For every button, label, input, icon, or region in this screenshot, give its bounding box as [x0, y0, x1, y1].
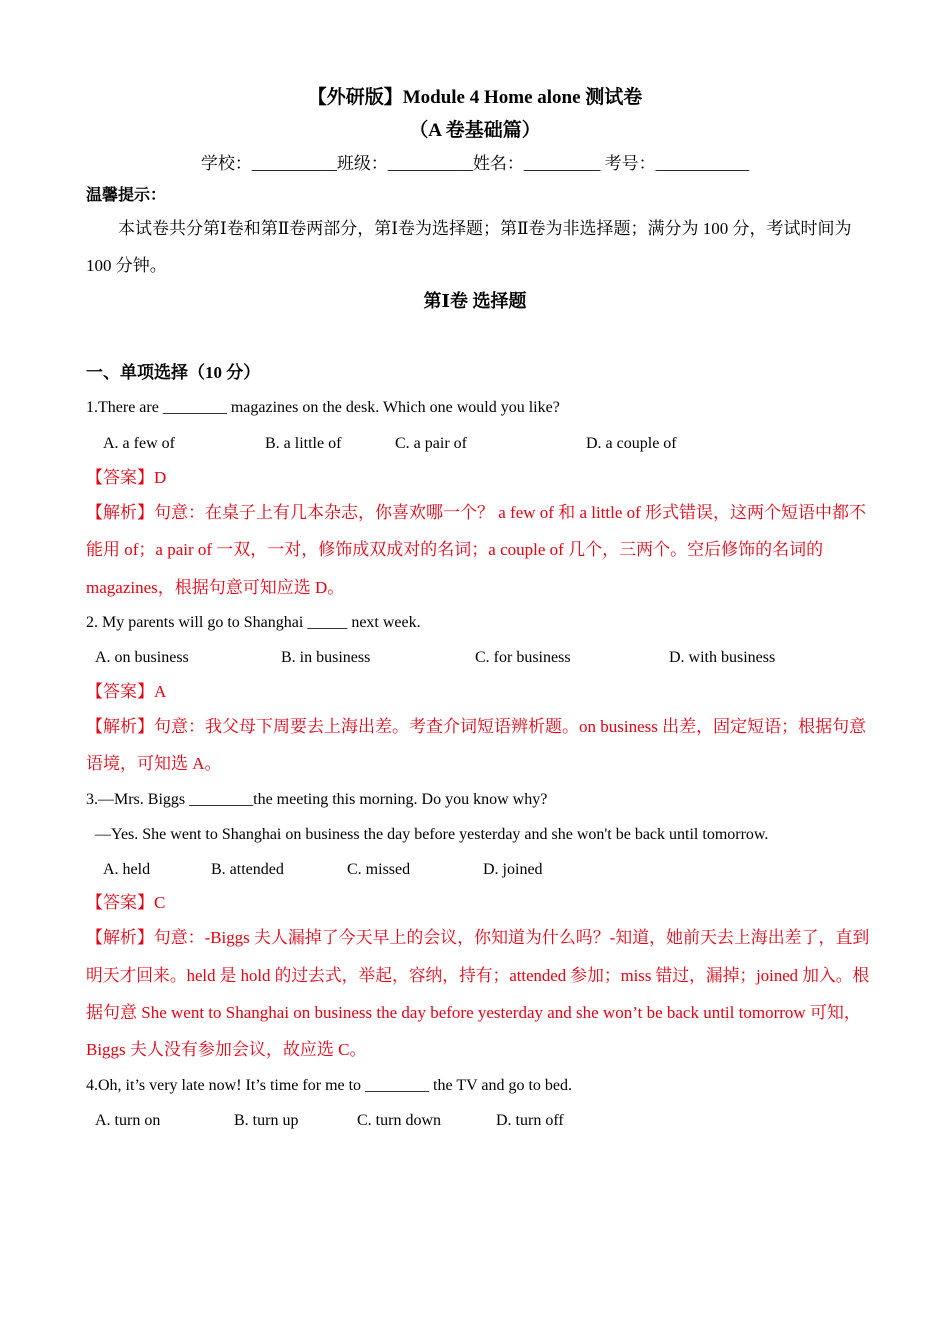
question-1-analysis-line1: 【解析】句意：在桌子上有几本杂志，你喜欢哪一个？ a few of 和 a little of 形式错误，这两个短语中都不 [86, 503, 867, 522]
question-3-analysis-line1: 【解析】句意：-Biggs 夫人漏掉了今天早上的会议，你知道为什么吗？-知道，她前天去上海出差了，直到 [86, 928, 870, 947]
question-4-option-d: D. turn off [496, 1112, 564, 1129]
question-1-analysis-line2: 能用 of；a pair of 一双，一对，修饰成双成对的名词；a couple of 几个，三两个。空后修饰的名词的 [86, 540, 824, 559]
question-1-option-b: B. a little of [265, 435, 342, 452]
question-4-option-a: A. turn on [95, 1112, 161, 1129]
question-1-stem: 1.There are ________ magazines on the desk. Which one would you like? [86, 399, 560, 416]
question-3-stem: 3.—Mrs. Biggs ________the meeting this morning. Do you know why? [86, 791, 548, 808]
question-3-analysis-line2: 明天才回来。held 是 hold 的过去式，举起，容纳，持有；attended 参加；miss 错过，漏掉；joined 加入。根 [86, 966, 870, 985]
question-1-option-c: C. a pair of [395, 435, 467, 452]
question-2-stem: 2. My parents will go to Shanghai _____ next week. [86, 614, 421, 631]
question-3-option-d: D. joined [483, 861, 543, 878]
notice-text-line2: 100 分钟。 [86, 256, 167, 275]
question-1-option-d: D. a couple of [586, 435, 677, 452]
question-2-option-b: B. in business [281, 649, 371, 666]
question-2-answer: 【答案】A [86, 682, 167, 701]
question-1-answer: 【答案】D [86, 468, 167, 487]
question-2-analysis-line2: 语境，可知选 A。 [86, 754, 222, 773]
question-3-answer: 【答案】C [86, 893, 166, 912]
question-1-analysis-line3: magazines，根据句意可知应选 D。 [86, 578, 345, 597]
student-info-line: 学校：__________班级：__________姓名：_________ 考号：___________ [200, 154, 750, 173]
question-1-option-a: A. a few of [103, 435, 175, 452]
question-3-analysis-line3: 据句意 She went to Shanghai on business the day before yesterday and she won’t be back until tomorrow 可知， [86, 1003, 861, 1022]
section1-title: 一、单项选择（10 分） [86, 363, 261, 382]
part1-title: 第Ⅰ卷 选择题 [423, 291, 527, 311]
notice-text-line1: 本试卷共分第Ⅰ卷和第Ⅱ卷两部分，第Ⅰ卷为选择题；第Ⅱ卷为非选择题；满分为 100 分，考试时间为 [118, 219, 852, 238]
question-2-option-d: D. with business [669, 649, 776, 666]
question-3-option-c: C. missed [347, 861, 411, 878]
notice-heading: 温馨提示： [86, 187, 167, 204]
question-2-option-a: A. on business [95, 649, 189, 666]
question-4-option-b: B. turn up [234, 1112, 299, 1129]
question-3-stem-reply: —Yes. She went to Shanghai on business the day before yesterday and she won't be back until tomorrow. [95, 826, 769, 843]
question-3-analysis-line4: Biggs 夫人没有参加会议，故应选 C。 [86, 1040, 367, 1059]
exam-subtitle: （A 卷基础篇） [409, 120, 541, 141]
question-4-option-c: C. turn down [357, 1112, 441, 1129]
question-3-option-a: A. held [103, 861, 151, 878]
question-3-option-b: B. attended [211, 861, 284, 878]
question-4-stem: 4.Oh, it’s very late now! It’s time for me to ________ the TV and go to bed. [86, 1077, 572, 1094]
exam-title: 【外研版】Module 4 Home alone 测试卷 [307, 87, 643, 108]
question-2-option-c: C. for business [475, 649, 571, 666]
question-2-analysis-line1: 【解析】句意：我父母下周要去上海出差。考查介词短语辨析题。on business 出差，固定短语；根据句意 [86, 717, 867, 736]
